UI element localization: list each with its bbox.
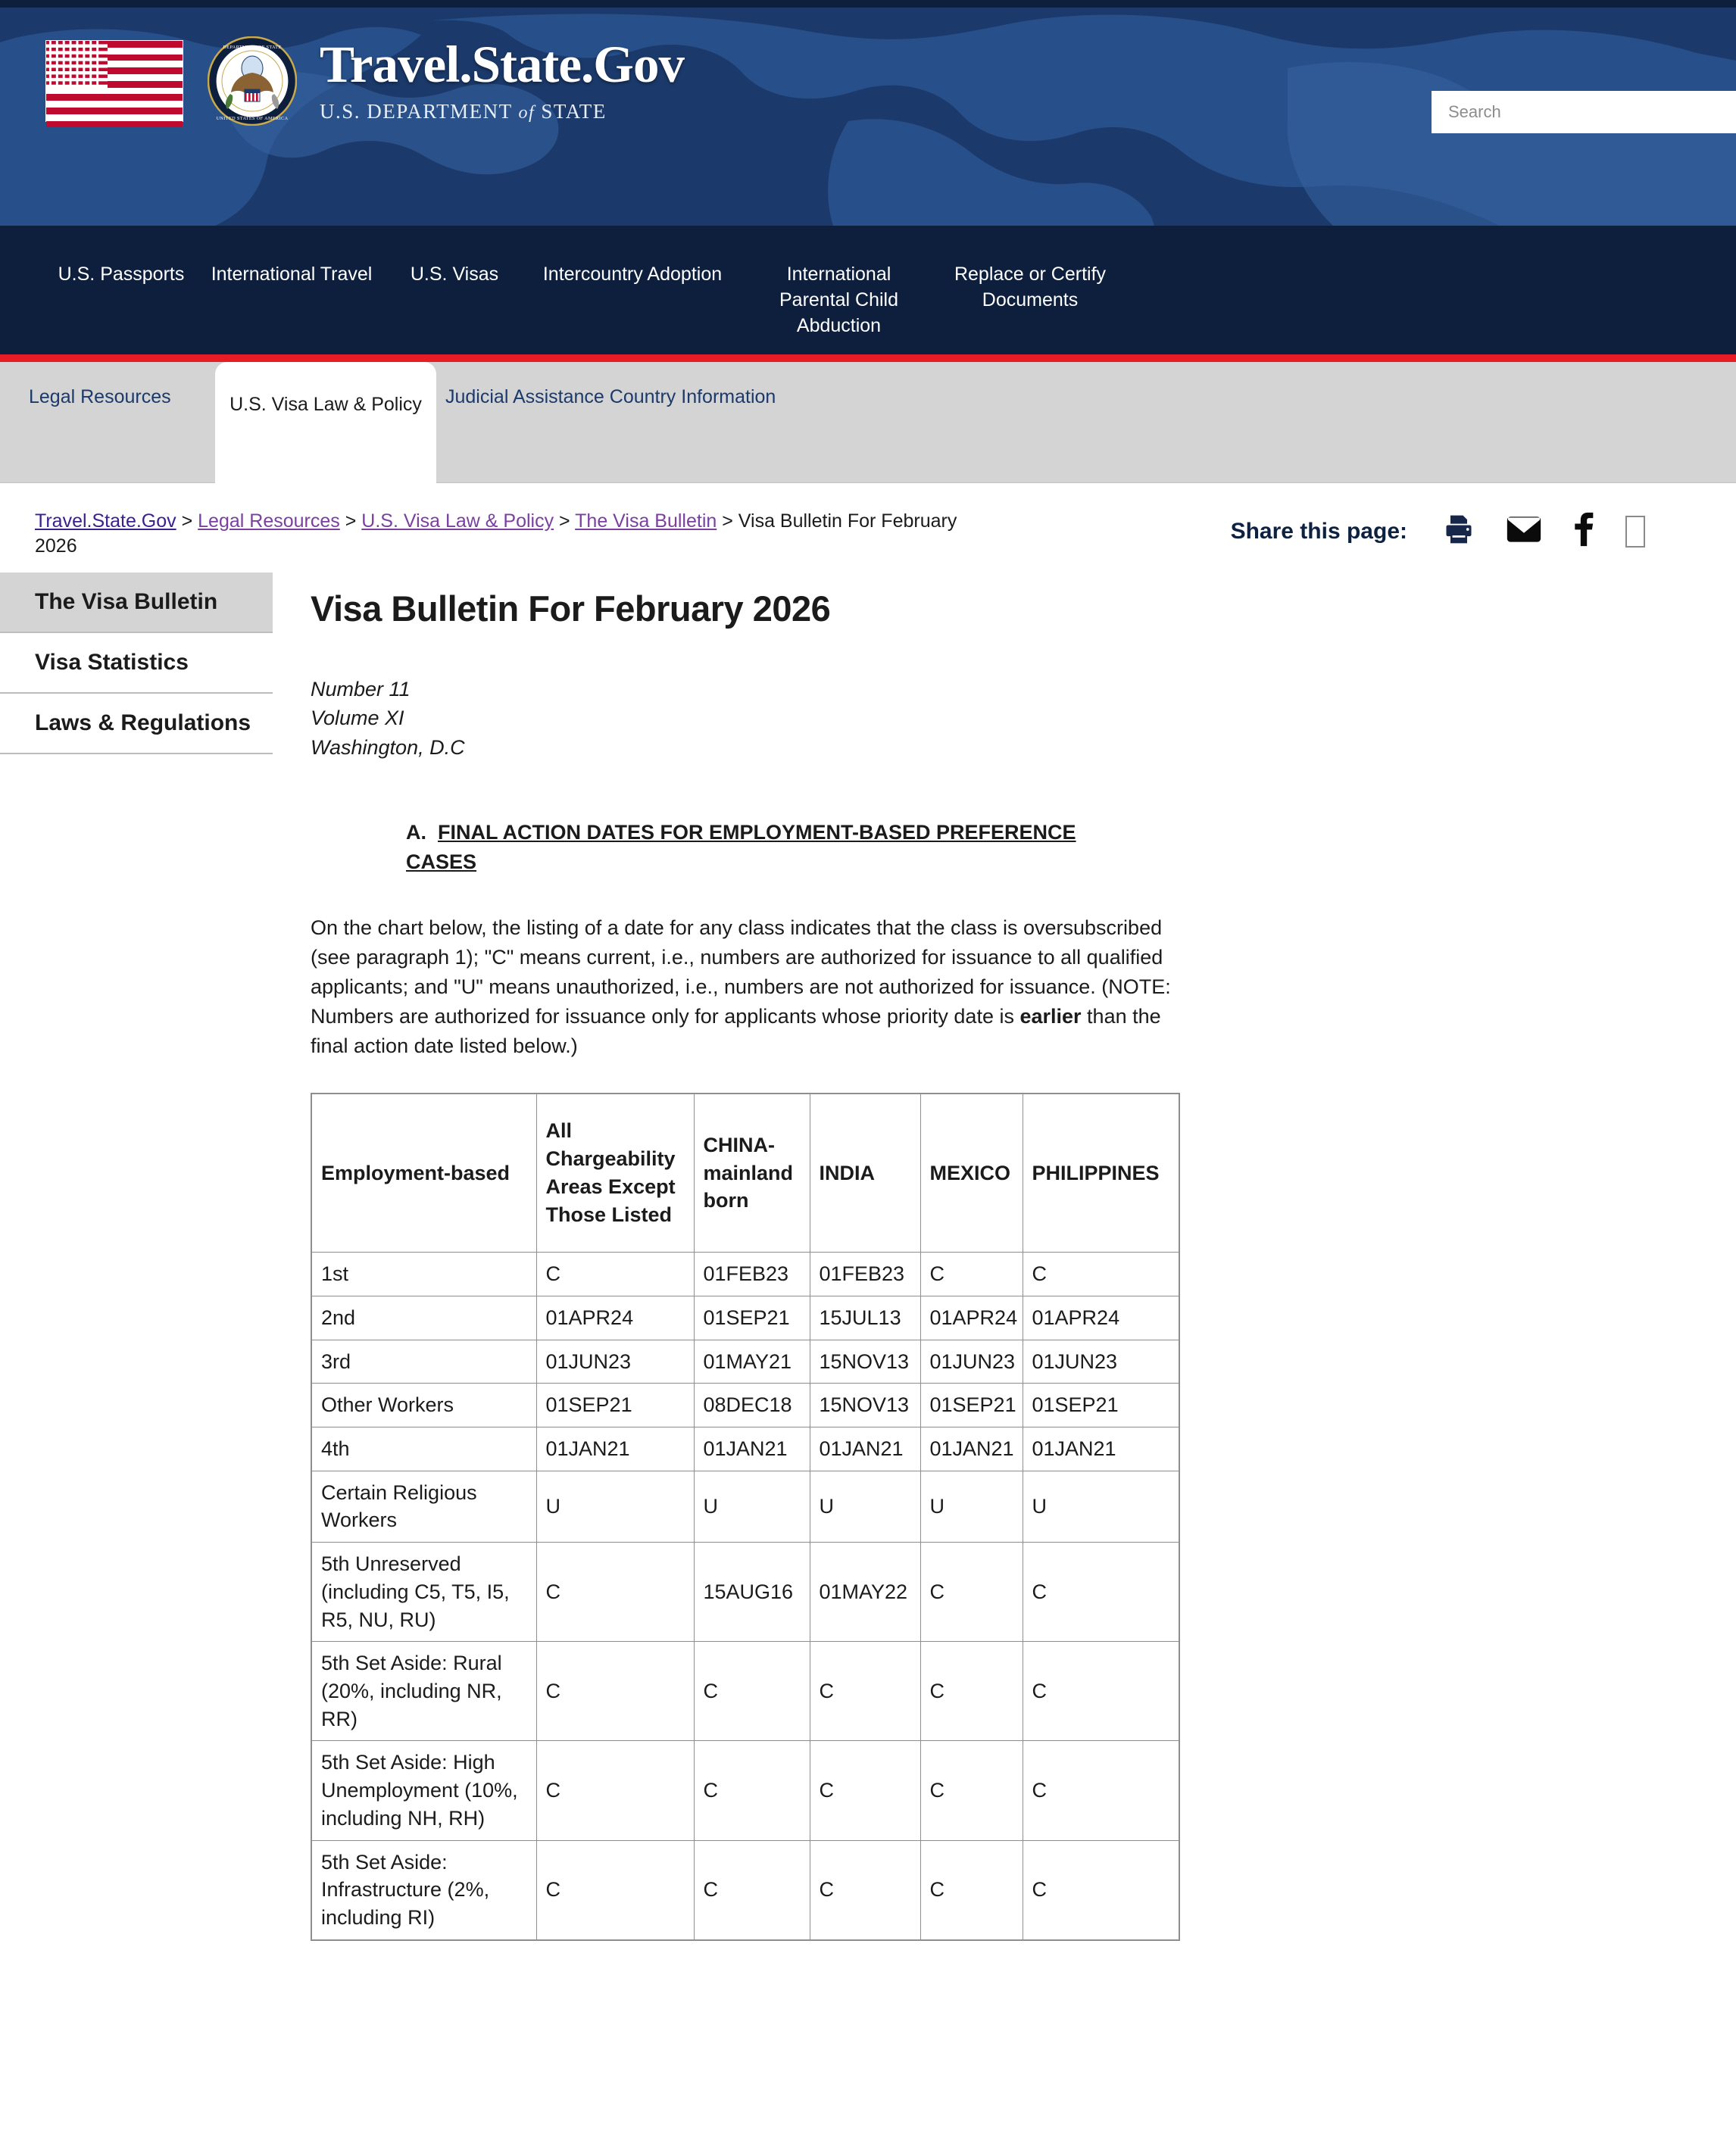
cell-all-chargeability: C [536,1642,694,1741]
email-icon[interactable] [1506,513,1542,550]
brand-lockup [45,36,684,126]
cell-mexico: 01JAN21 [920,1427,1023,1471]
share-label: Share this page: [1230,518,1407,544]
breadcrumb [35,509,982,559]
bulletin-number: Number 11 [311,678,411,700]
table-row [311,1471,1179,1542]
breadcrumb-separator: > [717,510,738,532]
row-label: Certain Religious Workers [311,1471,536,1542]
row-label: 1st [311,1253,536,1296]
section-letter: A. [406,820,426,844]
table-row [311,1642,1179,1741]
cell-philippines: C [1023,1543,1179,1642]
cell-china: 15AUG16 [694,1543,810,1642]
cell-philippines: 01APR24 [1023,1296,1179,1340]
site-header [0,0,1736,226]
nav-item-international-travel[interactable]: International Travel [211,264,373,285]
col-header-philippines: PHILIPPINES [1023,1094,1179,1253]
row-label: 2nd [311,1296,536,1340]
breadcrumb-link-visa-law-policy[interactable]: U.S. Visa Law & Policy [361,510,554,532]
cell-india: 15NOV13 [810,1340,920,1384]
table-row [311,1840,1179,1940]
page-body [0,559,1736,1941]
col-header-mexico: MEXICO [920,1094,1023,1253]
tab-us-visa-law-and-policy[interactable]: U.S. Visa Law & Policy [215,362,436,483]
row-label: 5th Unreserved (including C5, T5, I5, R5, NU, RU) [311,1543,536,1642]
section-title: FINAL ACTION DATES FOR EMPLOYMENT-BASED PREFERENCE CASES [406,820,1076,874]
cell-china: C [694,1642,810,1741]
sidebar-item-laws-and-regulations[interactable]: Laws & Regulations [0,694,273,754]
breadcrumb-link-home[interactable]: Travel.State.Gov [35,510,176,532]
site-wordmark [320,36,684,123]
nav-item-replace-or-certify-documents[interactable]: Replace or Certify Documents [954,264,1107,310]
cell-india: 15NOV13 [810,1384,920,1427]
intro-text-part1: On the chart below, the listing of a date for any class indicates that the class is oversubscribed (see paragraph 1); "C" means current, i.e., numbers are authorized for issuance to all qualified applicants; and "U" means unauthorized, i.e., numbers are not authorized for issuance. (NOTE: Numbers are authorized for issuance only for applicants whose priority date is [311,916,1171,1028]
cell-mexico: C [920,1253,1023,1296]
sidebar-item-visa-statistics[interactable]: Visa Statistics [0,633,273,694]
cell-philippines: U [1023,1471,1179,1542]
nav-item-us-passports[interactable]: U.S. Passports [58,264,185,285]
site-title: Travel.State.Gov [320,36,684,93]
page-title: Visa Bulletin For February 2026 [311,588,831,629]
cell-philippines: 01SEP21 [1023,1384,1179,1427]
cell-india: 01JAN21 [810,1427,920,1471]
header-top-rule [0,0,1736,8]
table-row [311,1543,1179,1642]
us-flag-icon [45,40,183,122]
breadcrumb-link-legal-resources[interactable]: Legal Resources [198,510,340,532]
final-action-dates-table [311,1093,1180,1941]
cell-china: C [694,1840,810,1940]
missing-glyph-icon[interactable] [1625,516,1645,548]
cell-mexico: U [920,1471,1023,1542]
table-row [311,1253,1179,1296]
cell-philippines: 01JUN23 [1023,1340,1179,1384]
cell-china: U [694,1471,810,1542]
breadcrumb-current: Visa Bulletin For February 2026 [35,510,957,557]
cell-india: 01MAY22 [810,1543,920,1642]
breadcrumb-separator: > [554,510,576,532]
svg-text:UNITED STATES OF AMERICA: UNITED STATES OF AMERICA [216,116,289,121]
department-of-state-seal-icon [208,36,297,126]
breadcrumb-and-share-row [0,483,1736,559]
col-header-employment-based: Employment-based [311,1094,536,1253]
cell-china: 01FEB23 [694,1253,810,1296]
cell-philippines: C [1023,1741,1179,1840]
main-nav-list [0,262,1736,339]
cell-philippines: C [1023,1840,1179,1940]
print-icon[interactable] [1442,513,1475,550]
nav-item-us-visas[interactable]: U.S. Visas [410,264,499,285]
cell-mexico: C [920,1543,1023,1642]
cell-all-chargeability: 01SEP21 [536,1384,694,1427]
breadcrumb-separator: > [339,510,362,532]
cell-india: 15JUL13 [810,1296,920,1340]
cell-mexico: 01APR24 [920,1296,1023,1340]
row-label: 5th Set Aside: High Unemployment (10%, including NH, RH) [311,1741,536,1840]
intro-emphasis: earlier [1019,1004,1082,1028]
cell-all-chargeability: 01APR24 [536,1296,694,1340]
table-row [311,1340,1179,1384]
cell-china: 08DEC18 [694,1384,810,1427]
sidebar-item-the-visa-bulletin[interactable]: The Visa Bulletin [0,573,273,633]
table-row [311,1427,1179,1471]
cell-china: C [694,1741,810,1840]
table-row [311,1296,1179,1340]
cell-india: C [810,1642,920,1741]
share-bar [1231,512,1645,551]
col-header-all-chargeability: All Chargeability Areas Except Those Listed [536,1094,694,1253]
cell-all-chargeability: U [536,1471,694,1542]
row-label: 5th Set Aside: Rural (20%, including NR, RR) [311,1642,536,1741]
bulletin-city: Washington, D.C [311,735,465,759]
bulletin-volume: Volume XI [311,707,404,730]
tab-judicial-assistance-country-information[interactable]: Judicial Assistance Country Information [445,386,776,407]
sidebar [0,559,273,754]
cell-mexico: C [920,1642,1023,1741]
cell-all-chargeability: 01JAN21 [536,1427,694,1471]
table-row [311,1741,1179,1840]
main-navigation [0,226,1736,354]
row-label: Other Workers [311,1384,536,1427]
cell-india: U [810,1471,920,1542]
cell-philippines: 01JAN21 [1023,1427,1179,1471]
svg-text:DEPARTMENT OF STATE: DEPARTMENT OF STATE [223,45,282,50]
col-header-india: INDIA [810,1094,920,1253]
intro-text-part2: than the final action date listed below.) [311,1004,1161,1057]
table-row [311,1384,1179,1427]
bulletin-meta [311,675,1736,762]
nav-item-international-parental-child-abduction[interactable]: International Parental Child Abduction [779,264,899,336]
cell-all-chargeability: C [536,1741,694,1840]
main-content [273,559,1736,1941]
tab-legal-resources[interactable]: Legal Resources [29,386,171,407]
cell-all-chargeability: 01JUN23 [536,1340,694,1384]
cell-all-chargeability: C [536,1840,694,1940]
row-label: 3rd [311,1340,536,1384]
cell-china: 01SEP21 [694,1296,810,1340]
cell-india: C [810,1741,920,1840]
cell-china: 01JAN21 [694,1427,810,1471]
cell-mexico: 01JUN23 [920,1340,1023,1384]
section-a-intro [311,913,1174,1060]
row-label: 4th [311,1427,536,1471]
site-subtitle: U.S. DEPARTMENT of STATE [320,100,607,123]
section-tab-bar [0,362,1736,483]
red-accent-rule [0,354,1736,362]
row-label: 5th Set Aside: Infrastructure (2%, including RI) [311,1840,536,1940]
breadcrumb-link-the-visa-bulletin[interactable]: The Visa Bulletin [575,510,717,532]
col-header-china-mainland-born: CHINA-mainland born [694,1094,810,1253]
cell-mexico: C [920,1840,1023,1940]
table-body [311,1253,1179,1940]
nav-item-intercountry-adoption[interactable]: Intercountry Adoption [542,264,723,285]
cell-all-chargeability: C [536,1253,694,1296]
cell-philippines: C [1023,1253,1179,1296]
table-header-row [311,1094,1179,1253]
cell-all-chargeability: C [536,1543,694,1642]
cell-mexico: C [920,1741,1023,1840]
section-a-heading [406,818,1133,877]
cell-india: C [810,1840,920,1940]
cell-china: 01MAY21 [694,1340,810,1384]
facebook-icon[interactable] [1572,512,1595,551]
search-input[interactable] [1432,91,1736,133]
cell-philippines: C [1023,1642,1179,1741]
cell-india: 01FEB23 [810,1253,920,1296]
table-head [311,1094,1179,1253]
cell-mexico: 01SEP21 [920,1384,1023,1427]
breadcrumb-separator: > [176,510,198,532]
